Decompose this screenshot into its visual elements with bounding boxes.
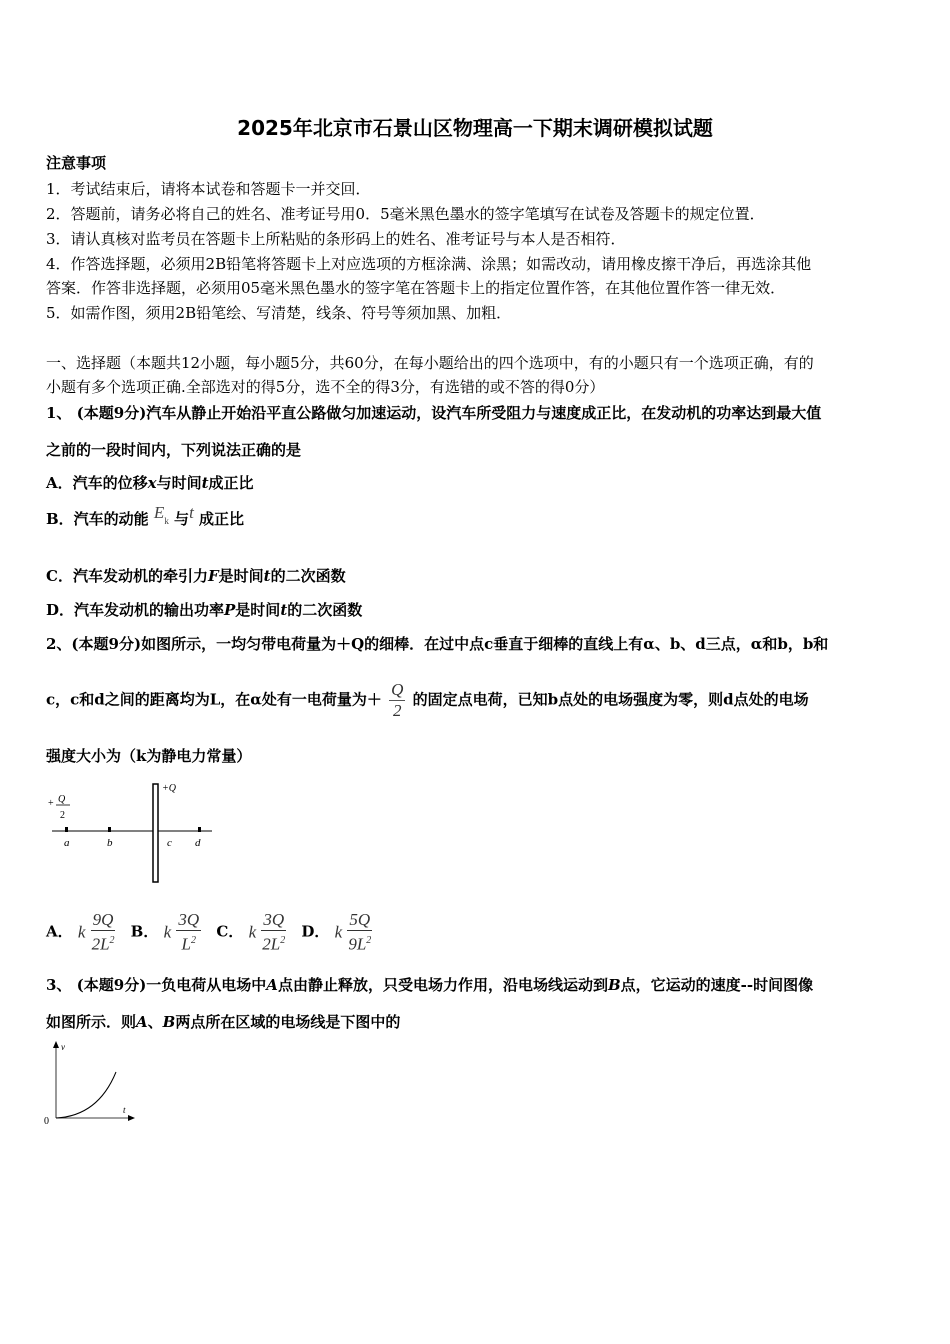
charge-den-label: 2	[60, 810, 65, 821]
q3-stem-cont: 如图所示．则A、B两点所在区域的电场线是下图中的	[46, 1013, 401, 1031]
origin-label: 0	[44, 1116, 49, 1127]
notice-item: 1．考试结束后，请将本试卷和答题卡一并交回．	[46, 180, 371, 198]
charged-rod-figure	[44, 778, 219, 888]
q2-options	[46, 910, 372, 955]
notice-item: 5．如需作图，须用2B铅笔绘、写清楚，线条、符号等须加黑、加粗．	[46, 304, 512, 322]
q1-stem-cont: 之前的一段时间内，下列说法正确的是	[46, 441, 302, 459]
q2-stem: 2、(本题9分)如图所示，一均匀带电荷量为＋Q的细棒．在过中点c垂直于细棒的直线上有α、b、d三点，α和b，b和	[46, 635, 829, 653]
charge-plus-label: +	[48, 798, 54, 809]
section-heading-cont: 小题有多个选项正确.全部选对的得5分，选不全的得3分，有选错的或不答的得0分）	[46, 378, 605, 396]
v-axis-label: v	[61, 1042, 65, 1052]
q3-stem: 3、 (本题9分)一负电荷从电场中A点由静止释放，只受电场力作用，沿电场线运动到B点，它运动的速度--时间图像	[46, 976, 814, 994]
q2-option-a: A． k $\frac{9Q}{2L^2}$	[46, 910, 115, 954]
rod-charge-label: +Q	[162, 783, 176, 794]
notice-item: 2．答题前，请务必将自己的姓名、准考证号用0．5毫米黑色墨水的签字笔填写在试卷及答题卡的规定位置．	[46, 205, 765, 223]
velocity-time-graph	[40, 1038, 140, 1130]
notice-item: 答案．作答非选择题，必须用05毫米黑色墨水的签字笔在答题卡上的指定位置作答，在其他位置作答一律无效．	[46, 279, 786, 297]
q1-option-d: D．汽车发动机的输出功率P是时间t的二次函数	[46, 601, 363, 619]
q1-option-b: B．汽车的动能 Ek 与t 成正比	[46, 503, 245, 528]
charge-fraction: $\frac{Q}{2}$	[391, 680, 404, 720]
q2-stem-cont2: 强度大小为（k为静电力常量）	[46, 747, 252, 765]
q1-option-c: C．汽车发动机的牵引力F是时间t的二次函数	[46, 567, 346, 585]
charged-rod	[153, 784, 158, 882]
q1-stem: 1、 (本题9分)汽车从静止开始沿平直公路做匀加速运动，设汽车所受阻力与速度成正比，在发动机的功率达到最大值	[46, 404, 822, 422]
charge-num-label: Q	[58, 794, 66, 805]
notice-item: 3．请认真核对监考员在答题卡上所粘贴的条形码上的姓名、准考证号与本人是否相符．	[46, 230, 626, 248]
section-heading: 一、选择题（本题共12小题，每小题5分，共60分，在每小题给出的四个选项中，有的小题只有一个选项正确，有的	[46, 354, 814, 372]
point-c-label: c	[167, 837, 172, 849]
q1-option-a: A．汽车的位移x与时间t成正比	[46, 474, 254, 492]
q2-option-d: D． k $\frac{5Q}{9L^2}$	[301, 910, 372, 954]
point-b-label: b	[107, 837, 113, 849]
page-title: 2025年北京市石景山区物理高一下期末调研模拟试题	[237, 116, 713, 140]
notice-item: 4．作答选择题，必须用2B铅笔将答题卡上对应选项的方框涂满、涂黑；如需改动，请用橡皮擦干净后，再选涂其他	[46, 255, 812, 273]
point-a-label: a	[64, 837, 70, 849]
q2-option-b: B． k $\frac{3Q}{L^2}$	[130, 910, 200, 954]
point-d-label: d	[195, 837, 201, 849]
notice-heading: 注意事项	[46, 154, 107, 172]
q2-stem-cont: c，c和d之间的距离均为L，在α处有一电荷量为＋ $\frac{Q}{2}$ 的固定点电荷，已知b点处的电场强度为零，则d点处的电场	[46, 680, 809, 720]
velocity-curve	[56, 1072, 116, 1118]
t-axis-label: t	[123, 1105, 126, 1115]
q2-option-c: C． k $\frac{3Q}{2L^2}$	[216, 910, 286, 954]
